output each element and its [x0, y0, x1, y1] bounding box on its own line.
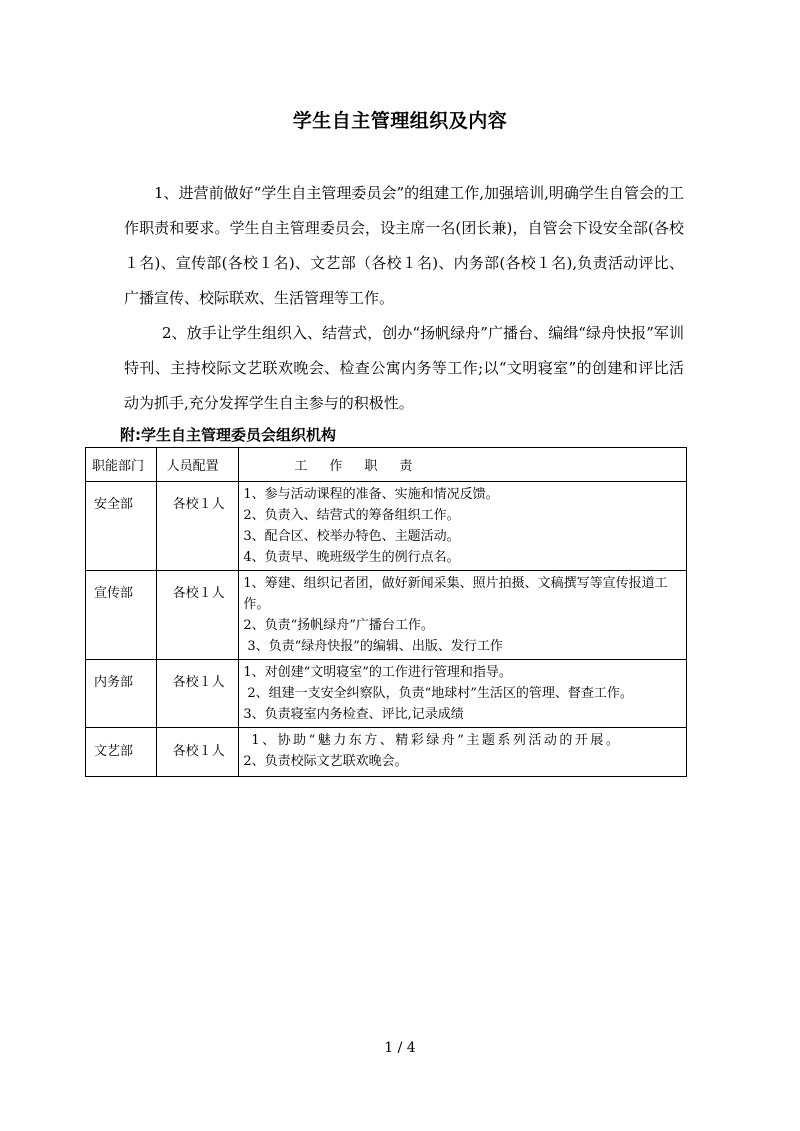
duty-line: 1、筹建、组织记者团，做好新闻采集、照片拍摄、文稿撰写等宣传报道工作。 [243, 576, 668, 612]
duty-line: 2、负责校际文艺联欢晚会。 [243, 754, 408, 769]
cell-staffing: 各校１人 [156, 728, 239, 777]
organization-table [85, 447, 687, 777]
duty-line: 1、参与活动课程的准备、实施和情况反馈。 [243, 487, 499, 502]
paragraph-2: 2、放手让学生组织入、结营式，创办“扬帆绿舟”广播台、编缉“绿舟快报”军训特刊、主持校际文艺联欢晚会、检查公寓内务等工作;以“文明寝室”的创建和评比活动为抓手,充分发挥学生自主参与的积极性。 [124, 324, 684, 412]
table-row-xuanchuan [86, 571, 687, 660]
page-number: 1 / 4 [384, 1040, 416, 1056]
cell-duties [239, 482, 687, 571]
duty-line: 3、负责“绿舟快报”的编辑、出版、发行工作 [247, 639, 503, 654]
duty-line: 3、负责寝室内务检查、评比,记录成绩 [243, 707, 464, 722]
duty-line: 1、协助“魅力东方、精彩绿舟”主题系列活动的开展。 [251, 733, 622, 748]
table-row-wenyi [86, 728, 687, 777]
table-header-row [86, 448, 687, 482]
table-row-anquan [86, 482, 687, 571]
paragraph-1: 1、进营前做好“学生自主管理委员会”的组建工作,加强培训,明确学生自管会的工作职责和要求。学生自主管理委员会，设主席一名(团长兼)，自管会下设安全部(各校１名)、宣传部(各校１名)、文艺部（各校１名)、内务部(各校１名),负责活动评比、广播宣传、校际联欢、生活管理等工作。 [124, 184, 684, 307]
header-staffing: 人员配置 [156, 448, 239, 482]
appendix-title: 附:学生自主管理委员会组织机构 [120, 426, 337, 444]
cell-duties [239, 728, 687, 777]
duty-line: 2、负责入、结营式的筹备组织工作。 [243, 508, 460, 523]
cell-duties [239, 571, 687, 660]
duty-line: 2、负责“扬帆绿舟”广播台工作。 [243, 618, 434, 633]
table-row-neiwu [86, 660, 687, 728]
cell-department: 内务部 [86, 660, 157, 728]
duty-line: 2、组建一支安全纠察队，负责“地球村”生活区的管理、督查工作。 [247, 686, 633, 701]
cell-staffing: 各校１人 [156, 482, 239, 571]
cell-department: 宣传部 [86, 571, 157, 660]
duty-line: 4、负责早、晚班级学生的例行点名。 [243, 550, 460, 565]
cell-staffing: 各校１人 [156, 571, 239, 660]
cell-duties [239, 660, 687, 728]
cell-staffing: 各校１人 [156, 660, 239, 728]
cell-department: 文艺部 [86, 728, 157, 777]
header-duties: 工作职责 [239, 448, 687, 482]
duty-line: 1、对创建“文明寝室”的工作进行管理和指导。 [243, 665, 512, 680]
header-department: 职能部门 [86, 448, 157, 482]
cell-department: 安全部 [86, 482, 157, 571]
page-title: 学生自主管理组织及内容 [292, 110, 508, 132]
duty-line: 3、配合区、校举办特色、主题活动。 [243, 529, 460, 544]
